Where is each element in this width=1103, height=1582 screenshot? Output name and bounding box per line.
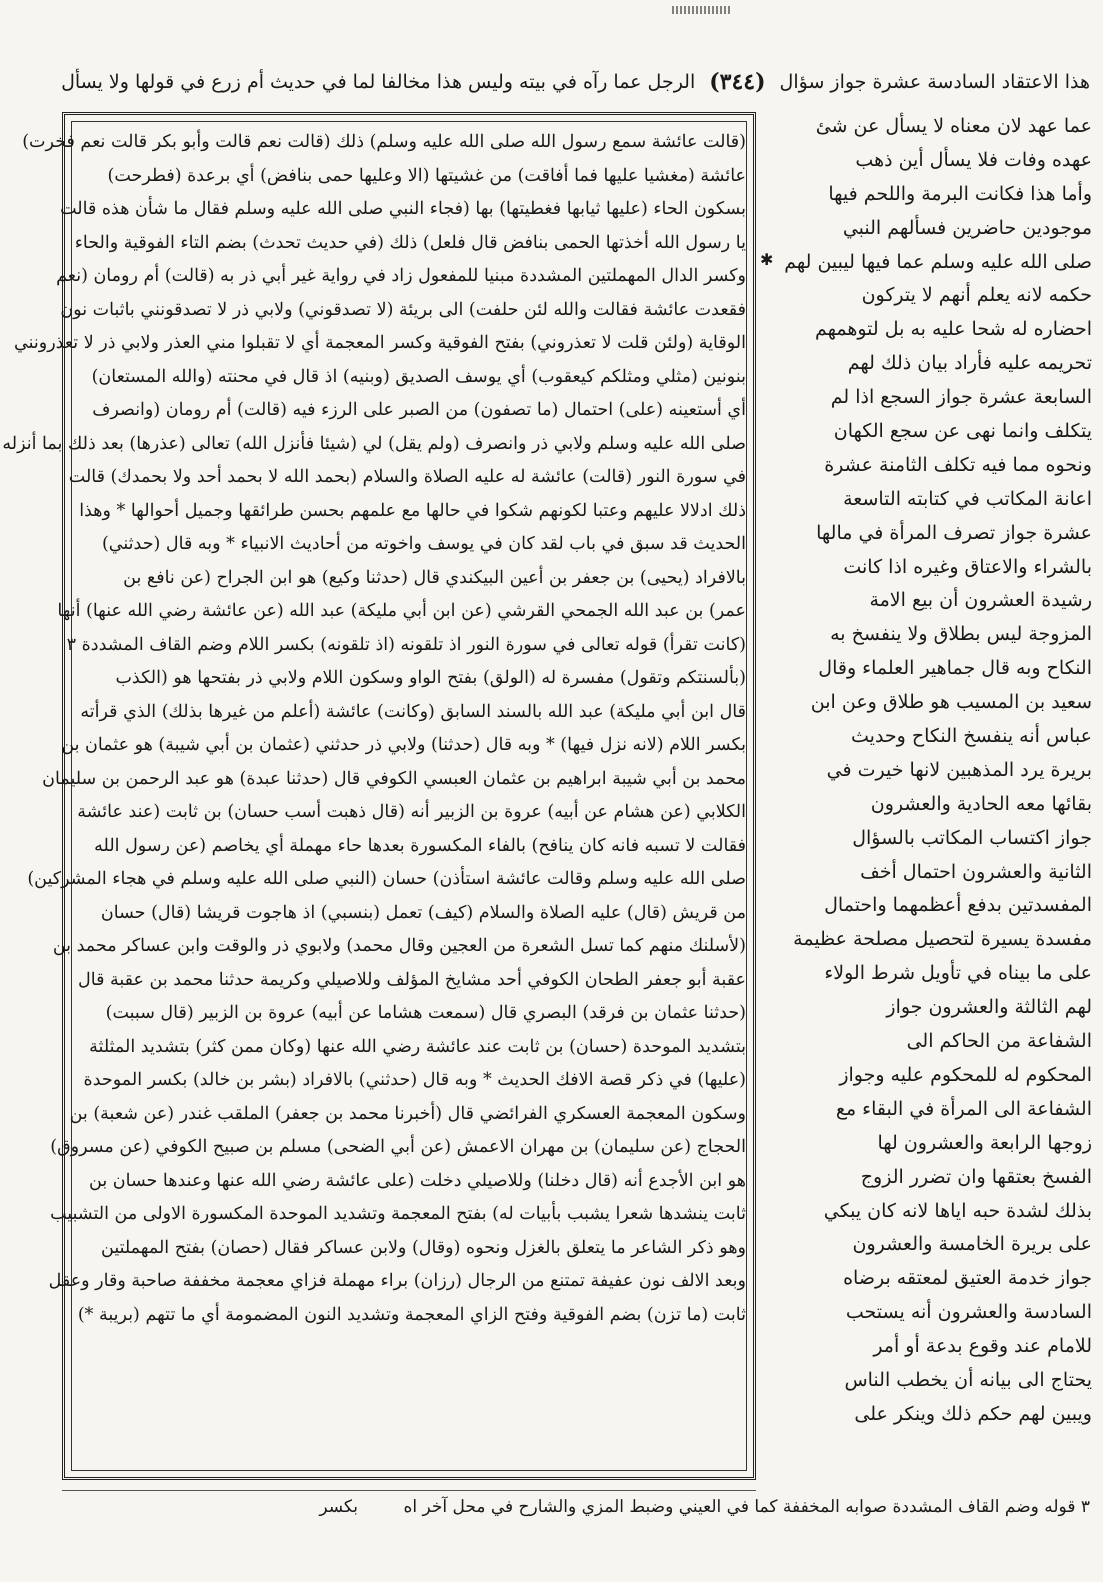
text-line: ذلك ادلالا عليهم وعتبا لكونهم شكوا في حالها مع علمهم بحسن طرائقها وجميل أحوالها * وهذا: [79, 500, 746, 521]
margin-line: بريرة يرد المذهبين لانها خيرت في: [826, 758, 1092, 781]
footnote-text: ٣ قوله وضم القاف المشددة صوابه المخففة كما في العيني وضبط المزي والشارح في محل آخر اه: [403, 1497, 1090, 1517]
text-line: وهو ذكر الشاعر ما يتعلق بالغزل ونحوه (وقال) ولابن عساكر فقال (حصان) بفتح المهملتين: [101, 1237, 746, 1258]
text-line: (عليها) في ذكر قصة الافك الحديث * وبه قال (حدثني) بالافراد (بشر بن خالد) بكسر الموحدة: [83, 1070, 746, 1090]
footnote-fragment: بكسر: [319, 1497, 359, 1517]
margin-line: عباس أنه ينفسخ النكاح وحديث: [851, 725, 1092, 748]
margin-line: النكاح وبه قال جماهير العلماء وقال: [818, 657, 1092, 680]
margin-line: بالشراء والاعتاق وغيره اذا كانت: [843, 555, 1092, 578]
text-line: وبعد الالف نون عفيفة تمتنع من الرجال (رزان) براء مهملة فزاي معجمة مخففة صاحبة وقار وعقل: [48, 1271, 746, 1291]
header-right-text: هذا الاعتقاد السادسة عشرة جواز سؤال: [779, 71, 1090, 93]
text-line: فقعدت عائشة فقالت والله لئن حلفت) الى بريئة (لا تصدقوني) ولابي ذر لا تصدقونني باثبات نون: [60, 299, 746, 320]
text-line: بتشديد الموحدة (حسان) بن ثابت عند عائشة رضي الله عنها (وكان ممن كثر) بتشديد المثلثة: [89, 1036, 746, 1057]
margin-line: للامام عند وقوع بدعة أو أمر: [873, 1335, 1092, 1358]
margin-line: جواز خدمة العتيق لمعتقه برضاه: [843, 1267, 1092, 1290]
text-line: صلى الله عليه وسلم ولابي ذر وانصرف (ولم يقل) لي (شيئا فأنزل الله) تعالى (عذرها) بعد ذلك بما أنزله: [2, 433, 746, 454]
text-line: من قريش (قال) عليه الصلاة والسلام (كيف) تعمل (بنسبي) اذ هاجوت قريشا (قال) حسان: [100, 902, 746, 923]
margin-line: موجودين حاضرين فسألهم النبي: [842, 216, 1092, 239]
margin-line: مفسدة يسيرة لتحصيل مصلحة عظيمة: [793, 928, 1092, 951]
text-line: الحديث قد سبق في باب لقد كان في يوسف واخوته من أحاديث الانبياء * وبه قال (حدثني): [101, 534, 746, 554]
scan-artifact: [672, 6, 732, 14]
margin-line: عشرة جواز تصرف المرأة في مالها: [816, 521, 1092, 544]
text-line: عقبة أبو جعفر الطحان الكوفي أحد مشايخ المؤلف وللاصيلي وكريمة حدثنا محمد بن عقبة قال: [78, 969, 746, 990]
text-line: يا رسول الله أخذتها الحمى بنافض قال فلعل) ذلك (في حديث تحدث) بضم التاء الفوقية والحاء: [74, 232, 746, 253]
text-line: بنونين (مثلي ومثلكم كيعقوب) أي يوسف الصديق (وبنيه) اذ قال في محنته (والله المستعان): [91, 366, 746, 387]
margin-line: على بريرة الخامسة والعشرون: [852, 1233, 1092, 1256]
margin-line: بذلك لشدة حبه اياها لانه كان يبكي: [823, 1199, 1092, 1222]
margin-line: سعيد بن المسيب هو طلاق وعن ابن: [810, 691, 1092, 714]
margin-line: المحكوم له للمحكوم عليه وجواز: [839, 1063, 1092, 1086]
footnote-divider: [62, 1490, 756, 1491]
text-line: قال ابن أبي مليكة) عبد الله بالسند السابق (وكانت) عائشة (أعلم من غيرها بذلك) الذي قرأته: [80, 701, 746, 722]
margin-marker-icon: ✱: [760, 250, 774, 269]
text-line: وسكون المعجمة العسكري الفرائضي قال (أخبرنا محمد بن جعفر) الملقب غندر (عن شعبة) بن: [69, 1103, 746, 1124]
text-line: عمر) بن عبد الله الجمحي القرشي (عن ابن أبي مليكة) عبد الله (عن عائشة رضي الله عنها) أنها: [57, 601, 746, 621]
main-text: [2, 126, 746, 1470]
text-line: الحجاج (عن سليمان) بن مهران الاعمش (عن أبي الضحى) مسلم بن صبيح الكوفي (عن مسروق): [50, 1137, 746, 1157]
margin-line: رشيدة العشرون أن بيع الامة: [869, 589, 1092, 612]
margin-line: المزوجة ليس بطلاق ولا ينفسخ به: [830, 623, 1092, 646]
text-line: بكسر اللام (لانه نزل فيها) * وبه قال (حدثنا) ولابي ذر حدثني (عثمان بن أبي شيبة) هو عثمان بن: [61, 735, 746, 755]
margin-line: الشفاعة الى المرأة في البقاء مع: [835, 1097, 1092, 1120]
text-line: الوقاية (ولئن قلت لا تعذروني) بفتح الفوقية وكسر المعجمة أي لا تقبلوا مني العذر ولابي ذر لا تعذرونني: [14, 333, 746, 353]
page-number: (٣٤٤): [709, 69, 766, 95]
text-line: (بألسنتكم وتقول) مفسرة له (الولق) بفتح الواو وسكون اللام ولابي ذر بفتحها هو (الكذب: [115, 668, 746, 688]
margin-line: على ما بيناه في تأويل شرط الولاء: [824, 962, 1092, 985]
text-line: الكلابي (عن هشام عن أبيه) عروة بن الزبير أنه (قال ذهبت أسب حسان) بن ثابت (عند عائشة: [77, 802, 746, 822]
text-line: (حدثنا عثمان بن فرقد) البصري قال (سمعت هشاما عن أبيه) عروة بن الزبير (قال سببت): [105, 1003, 746, 1023]
margin-line: الفسخ بعتقها وان تضرر الزوج: [860, 1165, 1092, 1188]
margin-line: الثانية والعشرون احتمال أخف: [860, 860, 1092, 883]
text-line: بسكون الحاء (عليها ثيابها فغطيتها) بها (فجاء النبي صلى الله عليه وسلم فقال ما شأن هذه قالت: [60, 199, 746, 219]
margin-line: وأما هذا فكانت البرمة واللحم فيها: [828, 182, 1092, 205]
margin-line: تحريمه عليه فأراد بيان ذلك لهم: [847, 352, 1092, 375]
text-line: هو ابن الأجدع أنه (قال دخلنا) وللاصيلي دخلت (على عائشة رضي الله عنها وعندها حسان بن: [89, 1170, 746, 1191]
margin-line: صلى الله عليه وسلم عما فيها ليبين لهم: [784, 250, 1092, 273]
text-line: في سورة النور (قالت) عائشة له عليه الصلاة والسلام (بحمد الله لا بحمد أحد ولا بحمدك) قالت: [68, 467, 746, 487]
margin-line: احضاره له شحا عليه به بل لتوهمهم: [814, 318, 1092, 341]
text-line: ثابت ينشدها شعرا يشبب بأبيات له) بفتح المعجمة وتشديد الموحدة المكسورة الاولى من التشبيب: [50, 1204, 746, 1224]
margin-line: يحتاج الى بيانه أن يخطب الناس: [844, 1368, 1092, 1391]
text-line: صلى الله عليه وسلم وقالت عائشة استأذن) حسان (النبي صلى الله عليه وسلم في هجاء المشركين): [27, 869, 746, 889]
margin-line: زوجها الرابعة والعشرون لها: [877, 1131, 1092, 1154]
margin-line: السابعة عشرة جواز السجع اذا لم: [830, 386, 1092, 409]
text-line: ثابت (ما تزن) بضم الفوقية وفتح الزاي المعجمة وتشديد النون المضمومة أي ما تتهم (بريبة *): [77, 1304, 746, 1325]
margin-line: عما عهد لان معناه لا يسأل عن شئ: [815, 115, 1092, 137]
margin-line: لهم الثالثة والعشرون جواز: [886, 996, 1092, 1019]
margin-line: السادسة والعشرون أنه يستحب: [845, 1301, 1092, 1324]
text-line: محمد بن أبي شيبة ابراهيم بن عثمان العبسي الكوفي قال (حدثنا عبدة) هو عبد الرحمن بن سليمان: [42, 768, 746, 789]
text-line: (كانت تقرأ) قوله تعالى في سورة النور اذ تلقونه (اذ تلقونه) بكسر اللام وضم القاف المشددة ٣: [66, 634, 746, 655]
margin-line: ونحوه مما فيه تكلف الثامنة عشرة: [824, 453, 1092, 476]
text-line: (لأسلنك منهم كما تسل الشعرة من العجين وقال محمد) ولابوي ذر والوقت وابن عساكر محمد بن: [52, 936, 746, 956]
running-header: [60, 62, 1090, 102]
margin-line: جواز اكتساب المكاتب بالسؤال: [852, 826, 1092, 849]
margin-line: ويبين لهم حكم ذلك وينكر على: [854, 1402, 1092, 1425]
text-line: وكسر الدال المهملتين المشددة مبنيا للمفعول زاد في رواية غير أبي ذر به (قالت) أم رومان (نعم: [56, 266, 746, 286]
text-line: (قالت عائشة سمع رسول الله صلى الله عليه وسلم) ذلك (قالت نعم قالت وأبو بكر قالت نعم فخرت): [22, 132, 746, 152]
footnote: [60, 1492, 1090, 1522]
margin-line: اعانة المكاتب في كتابته التاسعة: [843, 487, 1092, 510]
text-line: بالافراد (يحيى) بن جعفر بن أعين البيكندي قال (حدثنا وكيع) هو ابن الجراح (عن نافع بن: [123, 567, 746, 588]
text-line: عائشة (مغشيا عليها فما أفاقت) من غشيتها (الا وعليها حمى بنافض) أي برعدة (فطرحت): [107, 165, 746, 186]
text-line: فقالت لا تسبه فانه كان ينافح) بالفاء المكسورة بعدها حاء مهملة أي يخاصم (عن رسول الله: [94, 835, 746, 856]
header-left-text: الرجل عما رآه في بيته وليس هذا مخالفا لما في حديث أم زرع في قولها ولا يسأل: [61, 71, 696, 93]
margin-line: المفسدتين بدفع أعظمهما واحتمال: [824, 894, 1092, 917]
text-line: أي أستعينه (على) احتمال (ما تصفون) من الصبر على الرزء فيه (قالت) أم رومان (وانصرف: [92, 400, 746, 420]
margin-line: يتكلف وانما نهى عن سجع الكهان: [833, 420, 1092, 443]
margin-line: حكمه لانه يعلم أنهم لا يتركون: [861, 284, 1092, 307]
margin-line: الشفاعة من الحاكم الى: [906, 1030, 1092, 1053]
margin-line: عهده وفات فلا يسأل أين ذهب: [855, 148, 1092, 171]
margin-line: بقائها معه الحادية والعشرون: [870, 792, 1092, 815]
margin-commentary: [762, 110, 1092, 1465]
